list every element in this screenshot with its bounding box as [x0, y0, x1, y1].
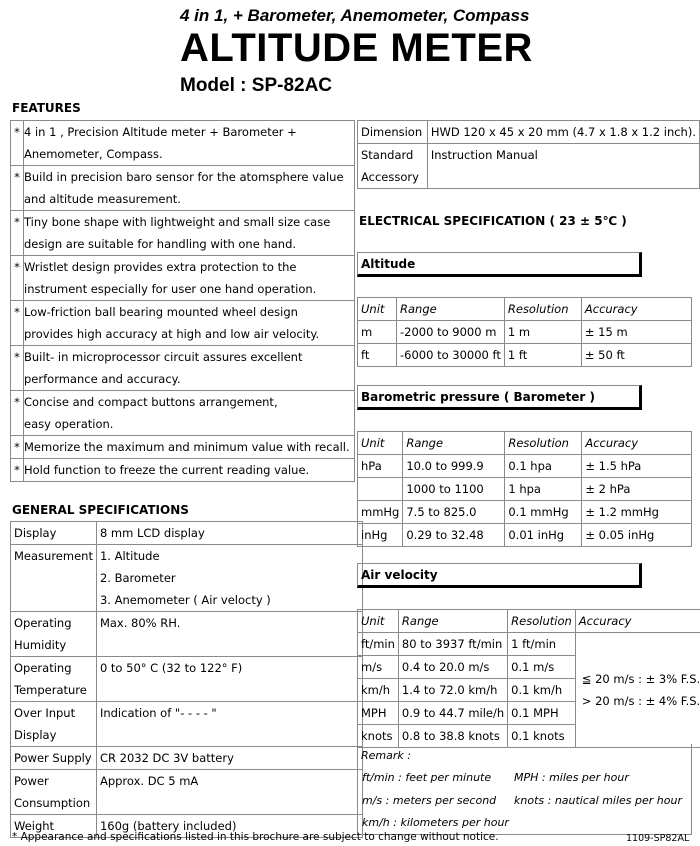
feature-line: Memorize the maximum and minimum value with recall. [24, 436, 355, 459]
feature-line: 4 in 1 , Precision Altitude meter + Barometer + [24, 121, 355, 144]
feature-line: Low-friction ball bearing mounted wheel design [24, 301, 355, 324]
air-velocity-title: Air velocity [357, 563, 642, 588]
general-specs-heading: GENERAL SPECIFICATIONS [12, 503, 189, 517]
general-specs-table: Display 8 mm LCD display Measurement 1. Altitude 2. Barometer 3. Anemometer ( Air velocty ) Operating Max. 80% RH. Humidity Operating 0 to 50° C (32 to 122° F) Temperature Over Input Indication of "- - - - " Display Power Supply CR 2032 DC 3V battery Power Approx. DC 5 mA Consumption Weight 160g (battery included) [10, 521, 363, 838]
dimension-table: Dimension HWD 120 x 45 x 20 mm (4.7 x 1.8 x 1.2 inch). Standard Instruction Manual Accessory [357, 120, 700, 189]
footer-note: * Appearance and specifications listed in this brochure are subject to change without notice. [12, 831, 499, 843]
barometer-table: Unit Range Resolution Accuracy hPa 10.0 to 999.9 0.1 hpa ± 1.5 hPa 1000 to 1100 1 hpa ± 2 hPa mmHg 7.5 to 825.0 0.1 mmHg ± 1.2 mmHg inHg 0.29 to 32.48 0.01 inHg ± 0.05 inHg [357, 431, 692, 547]
feature-line: design are suitable for handling with one hand. [24, 233, 355, 256]
remark-label: Remark : [361, 749, 411, 762]
page-title: ALTITUDE METER [180, 26, 533, 70]
feature-line: Build in precision baro sensor for the atomsphere value [24, 166, 355, 189]
feature-line: and altitude measurement. [24, 188, 355, 211]
feature-line: provides high accuracy at high and low air velocity. [24, 323, 355, 346]
altitude-title: Altitude [357, 252, 642, 277]
remark-note: ft/min : feet per minute [362, 771, 492, 784]
subtitle: 4 in 1, + Barometer, Anemometer, Compass [180, 6, 530, 25]
feature-line: Built- in microprocessor circuit assures excellent [24, 346, 355, 369]
feature-line: Hold function to freeze the current reading value. [24, 459, 355, 482]
air-velocity-table: Unit Range Resolution Accuracy ft/min 80 to 3937 ft/min 1 ft/min ≦ 20 m/s : ± 3% F.S. > 20 m/s : ± 4% F.S. m/s 0.4 to 20.0 m/s 0.1 m/s km/h 1.4 to 72.0 km/h 0.1 km/h MPH 0.9 to 44.7 mile/h 0.1 MPH knots 0.8 to 38.8 knots 0.1 knots [357, 609, 700, 748]
features-heading: FEATURES [12, 101, 81, 115]
model-number: Model : SP-82AC [180, 75, 333, 96]
remark-note: knots : nautical miles per hour [514, 794, 682, 807]
electrical-spec-heading: ELECTRICAL SPECIFICATION ( 23 ± 5℃ ) [359, 214, 627, 228]
feature-line: instrument especially for user one hand operation. [24, 278, 355, 301]
feature-line: performance and accuracy. [24, 368, 355, 391]
feature-line: Wristlet design provides extra protection to the [24, 256, 355, 279]
accuracy-low: ≦ 20 m/s : ± 3% F.S. [581, 672, 700, 686]
barometer-title: Barometric pressure ( Barometer ) [357, 385, 642, 410]
features-table: * 4 in 1 , Precision Altitude meter + Barometer + Anemometer, Compass. * Build in precision baro sensor for the atomsphere value and altitude measurement. * Tiny bone shape with lightweight and small size case design are suitable for handling with one hand. * Wristlet design provides extra protection to the instrument especially for user one hand operation. * Low-friction ball bearing mounted wheel design provides high accuracy at high and low air velocity. * Built- in microprocessor circuit assures excellent performance and accuracy. * Concise and compact buttons arrangement, easy operation. * Memorize the maximum and minimum value with recall. * Hold function to freeze the current reading value. [10, 120, 355, 482]
feature-line: Concise and compact buttons arrangement, [24, 391, 355, 414]
feature-line: Anemometer, Compass. [24, 143, 355, 166]
remark-note: MPH : miles per hour [514, 771, 629, 784]
altitude-table: Unit Range Resolution Accuracy m -2000 to 9000 m 1 m ± 15 m ft -6000 to 30000 ft 1 ft ± 50 ft [357, 297, 692, 367]
document-code: 1109-SP82AL [626, 833, 690, 844]
accuracy-high: > 20 m/s : ± 4% F.S. [581, 694, 700, 708]
remark-note: km/h : kilometers per hour [362, 816, 509, 829]
remark-note: m/s : meters per second [362, 794, 497, 807]
feature-line: easy operation. [24, 413, 355, 436]
feature-line: Tiny bone shape with lightweight and small size case [24, 211, 355, 234]
